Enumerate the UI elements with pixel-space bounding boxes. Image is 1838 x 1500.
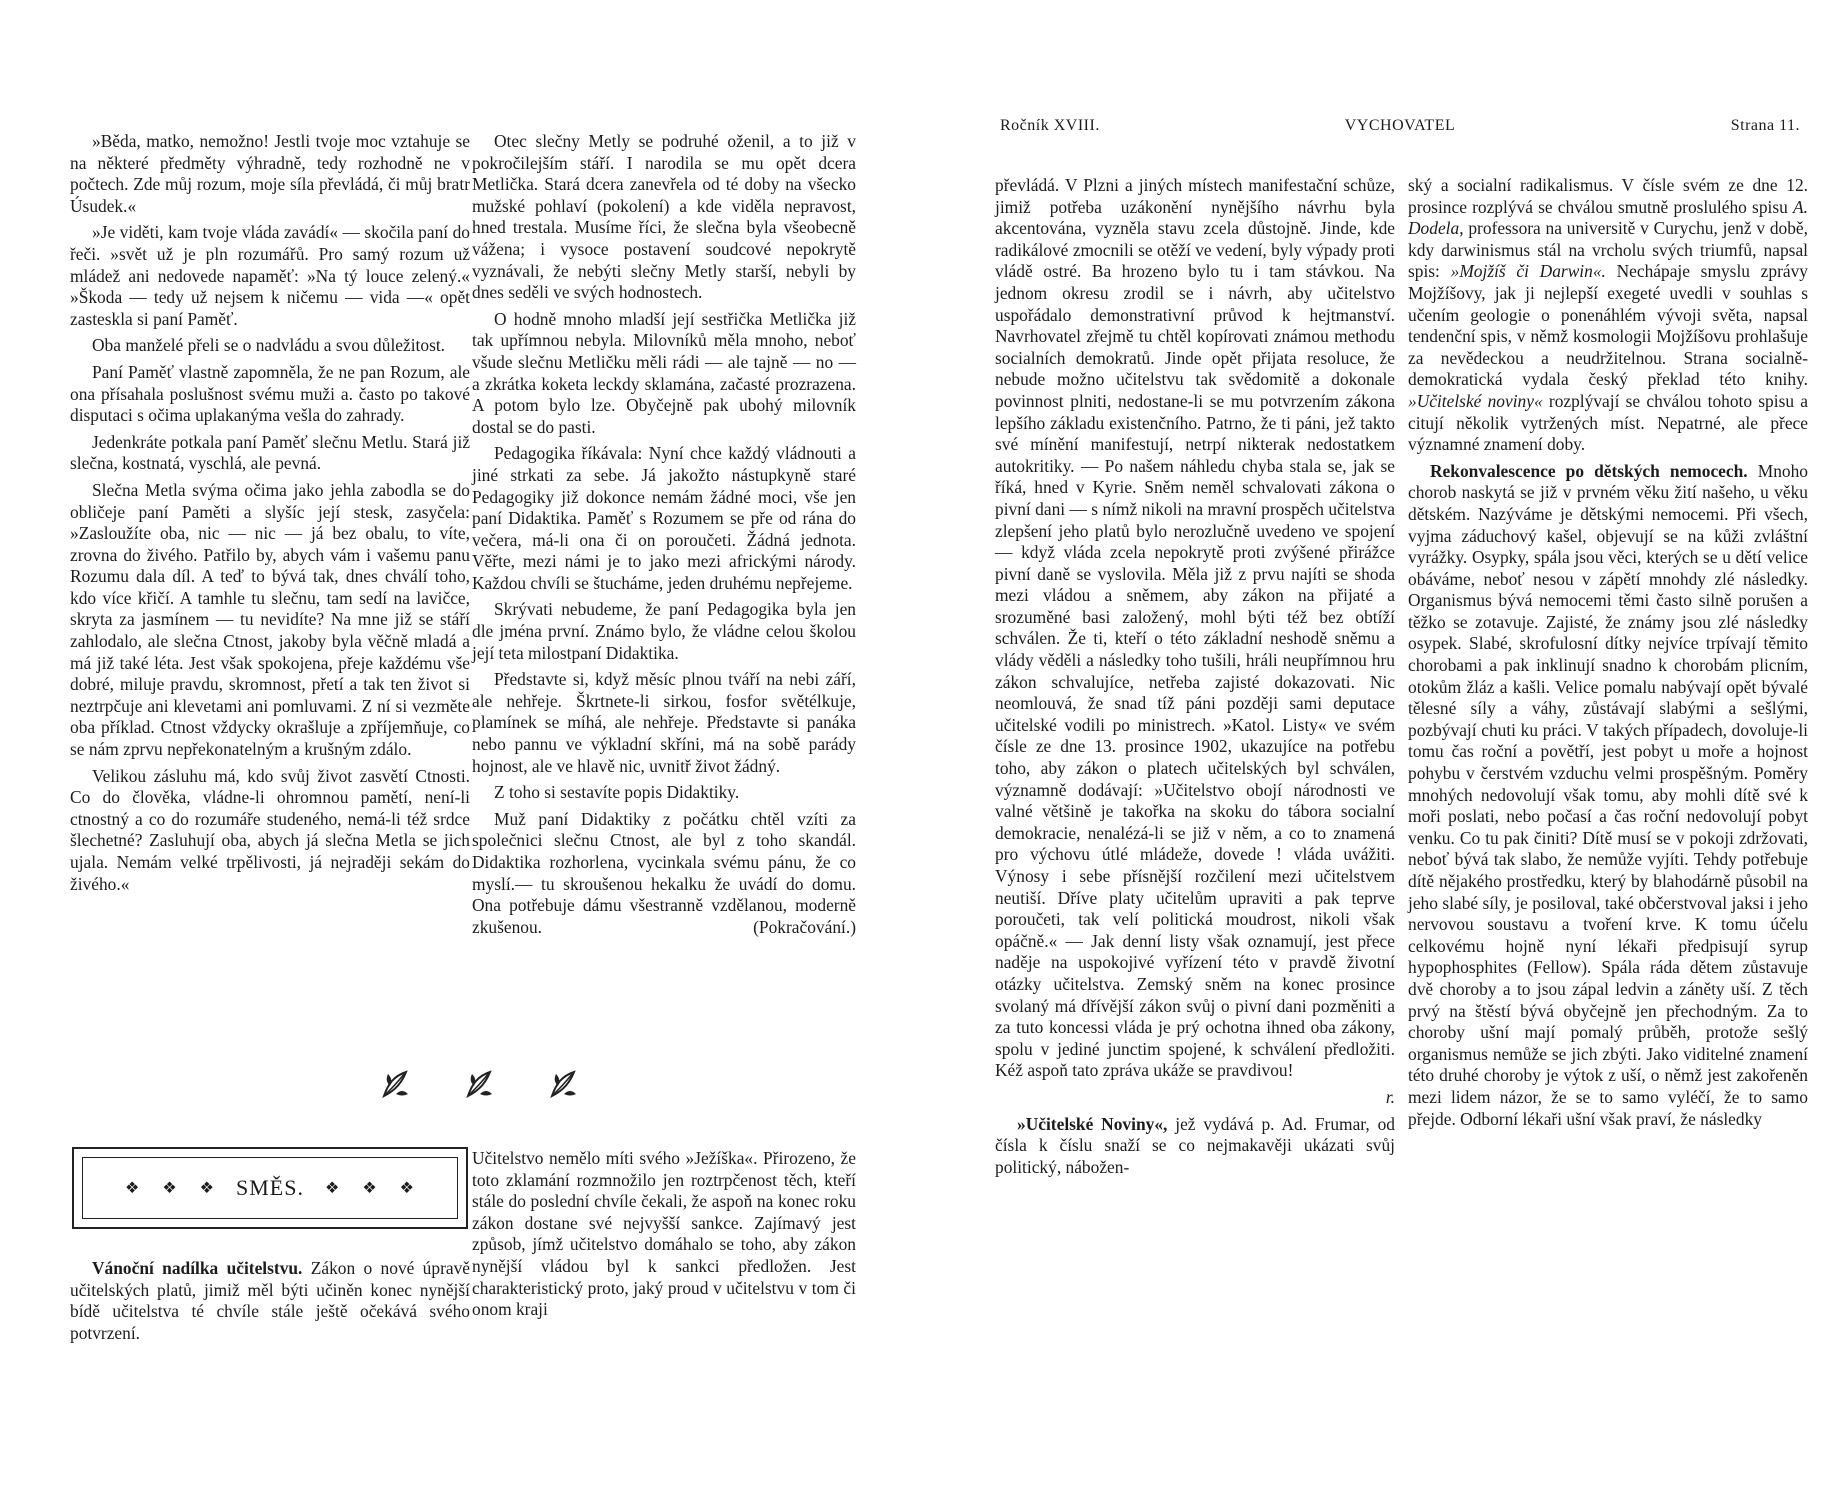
diamond-icon: ❖ [362, 1180, 378, 1197]
paragraph: Otec slečny Metly se podruhé oženil, a to již v pokročilejším stáří. I narodila se mu opět dcera Metlička. Stará dcera zanevřela od té doby na všecko mužské pohlaví (pokolení) a kde viděla nepravost, hned trestala. Musíme říci, že slečna byla všeobecně vážena; i vysoce postavení soudcové nepokrytě vyznávali, že nebýti slečny Metly starší, nebyli by dnes seděli ve svých hodnostech. [472, 131, 856, 303]
article-text: Mnoho chorob naskytá se již v prvném věku žití našeho, u věku dětském. Nazýváme je dětskými nemocemi. Při všech, vyjma záduchový kašel, objevují se na kůži zvláštní vyrážky. Osypky, spála jsou věci, kterých se u dětí velice obáváme, neboť nesou v zápětí mnohdy zlé následky. Organismus bývá nemocemi těmi často silně porušen a těžko se zotavuje. Zajisté, že známy jsou zlé následky osypek. Slabé, skrofulosní dítky nejvíce trpívají těmito chorobami a pak inklinují snadno k chorobám plicním, otokům žláz a kašli. Velice pomalu nabývají opět bývalé tělesné síly a váhy, zůstávají slabými a sešlými, pozbývají chuti ku práci. V takých případech, dovoluje-li tomu čas roční a povětří, jest pobyt u moře a hojnost pohybu v čerstvém vzduchu velmi prospěšným. Poměry mnohých nedovolují však tomu, aby mohli dítě své k moři poslati, nebo počasí a čas roční nedovolují pobyt venku. Co tu pak činiti? Dítě musí se v pokoji zdržovati, neboť bývá tak slabo, že nemůže vyjíti. Tehdy potřebuje dítě nějakého prostředku, který by blahodárně působil na jeho slabé síly, je posiloval, také občerstvoval jaksi i jeho nervovou soustavu a tvoření krve. K tomu účelu celkovému hojně nyní lékaři předpisují syrup hypophosphites (Fellow). Spála ráda dětem zůstavuje dvě choroby a to jsou zápal ledvin a záněty uší. Z těch prvý na štěstí bývá obyčejně jen přechodným. Za to choroby ušní mají pomalý průběh, protože sešlý organismus nemůže se jich zbýti. Jako viditelné znamení této druhé choroby je výtok z uší, o němž jest zakořeněn mezi lidem názor, že se to samo vyléčí, že to samo přejde. Odborní lékaři ušní však praví, že následky [1408, 460, 1808, 1129]
diamond-icon: ❖ [324, 1180, 341, 1197]
article-heading: Rekonvalescence po dětských nemocech. [1430, 460, 1748, 481]
paragraph-text: Muž paní Didaktiky z počátku chtěl vzíti za společnici slečnu Ctnost, ale byl z toho skandál. Didaktika rozhorlena, vycinkala svému pánu, že co myslí.— tu skroušenou hekalku že uvádí do domu. Ona potřebuje dámu všestranně vzdělanou, moderně zkušenou. [472, 808, 856, 937]
article-text: Zákon o nové úpravě učitelských platů, jimiž měl býti učiněn konec nynější bídě učitelstva té chvíle stále ještě očekává svého potvrzení. [70, 1258, 470, 1343]
paragraph: »Běda, matko, nemožno! Jestli tvoje moc vztahuje se na některé předměty výhradně, tedy rozhodně ne v počtech. Zde můj rozum, moje síla převládá, či můj bratr Úsudek.« [70, 131, 470, 216]
column-1 [70, 131, 470, 900]
paragraph: Jedenkráte potkala paní Paměť slečnu Metlu. Stará již slečna, kostnatá, vyschlá, ale pevná. [70, 431, 470, 474]
paragraph: Představte si, když měsíc plnou tváří na nebi září, ale nehřeje. Škrtnete-li sirkou, fosfor světélkuje, plamínek se míhá, ale nehřeje. Představte si panáka nebo pannu ve výkladní skříni, má na sobě parády hojnost, ale ve hlavě nic, uvnitř život žádný. [472, 669, 856, 776]
column-2 [472, 131, 856, 943]
article-christmas [70, 1258, 470, 1349]
book-title: »Mojžíš či Darwin«. [1450, 261, 1606, 282]
author-initial: r. [1385, 1086, 1395, 1107]
leaf-ornament-icon [548, 1068, 580, 1100]
article-heading: Vánoční nadílka učitelstvu. [92, 1258, 303, 1278]
paragraph: »Je viděti, kam tvoje vláda zavádí« — skočila paní do řeči. »svět už je pln rozumářů. Pro samý rozum už mládež ani nedovede napaměť: »Na tý louce zelený.« »Škoda — tedy už nejsem k ničemu — vida —« opět zasteskla si paní Paměť. [70, 222, 470, 329]
paragraph: Paní Paměť vlastně zapomněla, že ne pan Rozum, ale ona přísahala poslušnost svému muži a. často po takové disputaci s očima uplakanýma vešla do zahrady. [70, 361, 470, 426]
column-4: ský a socialní radikalismus. V čísle svém ze dne 12. prosince rozplývá se chválou smutně proslulého spisu A. Dodela, professora na universitě v Curychu, jenž v době, kdy darwinismus stál na vrcholu svých triumfů, napsal spis: »Mojžíš či Darwin«. Nechápaje smyslu zprávy Mojžíšovy, jak ji nejlepší exegeté uvedli v souhlas s učením geologie o ponenáhlém vývoji světa, napsal tendenční spis, v němž kosmologii Mojžíšovu prohlašuje za nevědeckou a neudržitelnou. Strana socialně-demokratická vydala český překlad této knihy. »Učitelské noviny« rozplývají se chválou tohoto spisu a citují několik vytržených míst. Nepatrné, ale přece významné znamení doby. Rekonvalescence po dětských nemocech. Mnoho chorob naskytá se již v prvném věku žití našeho, u věku dětském. Nazýváme je dětskými nemocemi. Při všech, vyjma záduchový kašel, objevují se na kůži zvláštní vyrážky. Osypky, spála jsou věci, kterých se u dětí velice obáváme, neboť nesou v zápětí mnohdy zlé následky. Organismus bývá nemocemi těmi často silně porušen a těžko se zotavuje. Zajisté, že známy jsou zlé následky osypek. Slabé, skrofulosní dítky nejvíce trpívají těmito chorobami a pak inklinují snadno k chorobám plicním, otokům žláz a kašli. Velice pomalu nabývají opět bývalé tělesné síly a váhy, zůstávají slabými a sešlými, pozbývají chuti ku práci. V takých případech, dovoluje-li tomu čas roční a povětří, jest pobyt u moře a hojnost pohybu v čerstvém vzduchu velmi prospěšným. Poměry mnohých nedovolují však tomu, aby mohli dítě své k moři poslati, nebo počasí a čas roční nedovolují pobyt venku. Co tu pak činiti? Dítě musí se v pokoji zdržovati, neboť bývá tak slabo, že nemůže vyjíti. Tehdy potřebuje dítě nějakého prostředku, který by blahodárně působil na jeho slabé síly, je posiloval, také občerstvoval jaksi i jeho nervovou soustavu a tvoření krve. K tomu účelu celkovému hojně nyní lékaři předpisují syrup hypophosphites (Fellow). Spála ráda dětem zůstavuje dvě choroby a to jsou zápal ledvin a záněty uší. Z těch prvý na štěstí bývá obyčejně jen přechodným. Za to choroby ušní mají pomalý průběh, protože sešlý organismus nemůže se jich zbýti. Jako viditelné znamení této druhé choroby je výtok z uší, o němž jest zakořeněn mezi lidem názor, že se to samo vyléčí, že to samo přejde. Odborní lékaři ušní však praví, že následky [1408, 175, 1808, 1129]
leaf-ornament-icon [380, 1068, 412, 1100]
paragraph [472, 809, 856, 939]
page-number: Strana 11. [1730, 117, 1800, 134]
author-name: A. Dodela, [1408, 196, 1808, 239]
newspaper-title: »Učitelské noviny« [1408, 390, 1543, 411]
leaf-ornament-icon [464, 1068, 496, 1100]
article-heading: »Učitelské Noviny«, [1017, 1113, 1168, 1134]
paragraph: Slečna Metla svýma očima jako jehla zabodla se do obličeje paní Paměti a slyšíc její stesk, zasyčela: »Zasloužíte oba, nic — nic — já bez obalu, to víte, zrovna do živého. Patřilo by, abych vám i vašemu panu Rozumu dala díl. A teď to bývá tak, dnes chválí toho, kdo více křičí. A tamhle tu slečnu, tam sedí na lavičce, skryta za jasmínem — tu nevidíte? Na mne již se stáří zahlodalo, ale slečna Ctnost, jakoby byla věčně mladá a má již také léta. Jest však spokojena, přeje každému vše dobré, miluje pravdu, skromnost, přetí a tak ten život si neztrpčuje ani klevetami ani pomluvami. Z ní si vezměte oba příklad. Ctnost vždycky okrašluje a zpříjemňuje, co se nám zprvu nepřekonatelným a krušným zdálo. [70, 479, 470, 760]
section-title: SMĚS. [236, 1175, 304, 1200]
diamond-icon: ❖ [199, 1180, 215, 1197]
section-title-box [72, 1147, 468, 1229]
paragraph: Učitelstvo nemělo míti svého »Ježíška«. Přirozeno, že toto zklamání rozmnožilo jen roztrpčenost těch, kteří stále do poslední chvíle čekali, že aspoň na konec roku zákon dostane své nejvyšší sankce. Zajímavý jest způsob, jímž učitelstvo domáhalo se toho, aby zákon nynější vládou byl k sankci předložen. Jest charakteristický proto, jaký proud v učitelstvu v tom či onom kraji [472, 1148, 856, 1320]
article-text: jež vydává p. Ad. Frumar, od čísla k číslu snaží se co nejmakavěji ukázati svůj politický, nábožen- [995, 1113, 1395, 1177]
paragraph: Z toho si sestavíte popis Didaktiky. [494, 782, 740, 803]
diamond-icon: ❖ [124, 1180, 141, 1197]
running-header [1000, 117, 1800, 141]
paragraph: Oba manželé přeli se o nadvládu a svou důležitost. [92, 335, 446, 356]
paragraph: převládá. V Plzni a jiných místech manifestační schůze, jimiž potřeba uzákonění nynějšího návrhu byla akcentována, vyzněla stavu zcela důstojně. Jinde, kde radikálové zmocnili se otěží ve vedení, byly výpady proti vládě ostré. Ba hrozeno bylo tu i tam stávkou. Na jednom okresu zrodil se i návrh, aby učitelstvo uspořádalo demonstrativní průvod k hejtmanství. Navrhovatel zřejmě tu chtěl kopírovati známou methodu socialních demokratů. Jinde opět přijata resoluce, že nebude možno učitelstvu tak svědomitě a dokonale povinnost plniti, nedostane-li se mu potvrzením zákona lepšího základu existenčního. Patrno, že ti páni, jež takto své mínění manifestují, netrpí nikterak nedostatkem autokritiky. — Po našem náhledu chyba stala se, jak se říká, hned v Kyrie. Sněm neměl schvalovati zákona o pivní dani — s nímž nikoli na mravní prospěch učitelstva zlepšení jeho platů bylo nerozlučně uvedeno ve spojení — když vláda zcela nepokrytě proti zvýšené přirážce pivní daně se vyslovila. Měla již z prvu najíti se shoda mezi vládou a sněmem, aby zákon na přijaté a srozuměné basi založený, mohl býti též bez obtíží schválen. Že ti, kteří o této základní neshodě sněmu a vlády věděli a následky toho tušili, hráli neupřímnou hru zákon schvalujíce, netřeba zajisté dokazovati. Nic neomlouvá, že snad tíž páni později sami deputace učitelské vodili po ministrech. »Katol. Listy« ve svém čísle ze dne 13. prosince 1902, ukazujíce na potřebu toho, aby zákon o platech učitelských byl schválen, významně dodávají: »Učitelstvo obojí národnosti ve valné většině je takořka na skoku do tábora socialní demokracie, nenalézá-li se již v něm, a co to znamená pro výchovu útlé mládeže, dovede ! vláda uvážiti. Výnosy i sebe přísnější rozčilení mezi učitelstvem neutiší. Dříve platy učitelům upraviti a pak teprve poroučeti, tak velí politická moudrost, nikoli však opáčně.« — Jak denní listy však oznamují, jest přece naděje na uspokojivé vyřízení této v pravdě životní otázky učitelstva. Zemský sněm na konec prosince svolaný má dřívější zákon svůj o pivní dani pozměniti a za tuto koncessi vláda je prý ochotna ihned oba zákony, spolu v jediné junctim spojené, k schválení předložiti. Kéž aspoň tato zpráva ukáže se pravdivou! [995, 175, 1395, 1081]
volume-label: Ročník XVIII. [1000, 117, 1100, 134]
column-3 [995, 175, 1395, 1183]
diamond-icon: ❖ [399, 1180, 416, 1197]
journal-title: VYCHOVATEL [1344, 117, 1456, 134]
continuation-note: (Pokračování.) [753, 916, 856, 937]
paragraph: Pedagogika říkávala: Nyní chce každý vládnouti a jiné strkati za sebe. Já jakožto nástupkyně staré Pedagogiky již dokonce nemám žádné moci, vše jen paní Didaktika. Paměť s Rozumem se pře od rána do večera, má-li ona či on poroučeti. Žádná jednota. Věřte, mezi námi je to jako mezi africkými národy. Každou chvíli se štucháme, jeden druhému nepřejeme. [472, 443, 856, 593]
paragraph: Skrývati nebudeme, že paní Pedagogika byla jen dle jména první. Známo bylo, že vládne celou školou její teta milostpaní Didaktika. [472, 599, 856, 663]
paragraph: Velikou zásluhu má, kdo svůj život zasvětí Ctnosti. Co do člověka, vládne-li ohromnou pamětí, není-li ctnostný a co do rozumáře studeného, nemá-li též srdce šlechetné? Zasluhují oba, abych já slečna Metla se jich ujala. Nemám velké trpělivosti, já nejraději sekám do živého.« [70, 765, 470, 894]
paragraph: O hodně mnoho mladší její sestřička Metlička již tak upřímnou nebyla. Milovníků měla mnoho, neboť všude slečnu Metličku měli rádi — ale tajně — no — a zkrátka koketa leckdy sklamána, začasté prozrazena. A potom bylo lze. Obyčejně pak ubohý milovník dostal se do pasti. [472, 308, 856, 437]
diamond-icon: ❖ [162, 1180, 178, 1197]
section-ornaments [380, 1064, 580, 1104]
article-christmas-cont [472, 1148, 856, 1326]
